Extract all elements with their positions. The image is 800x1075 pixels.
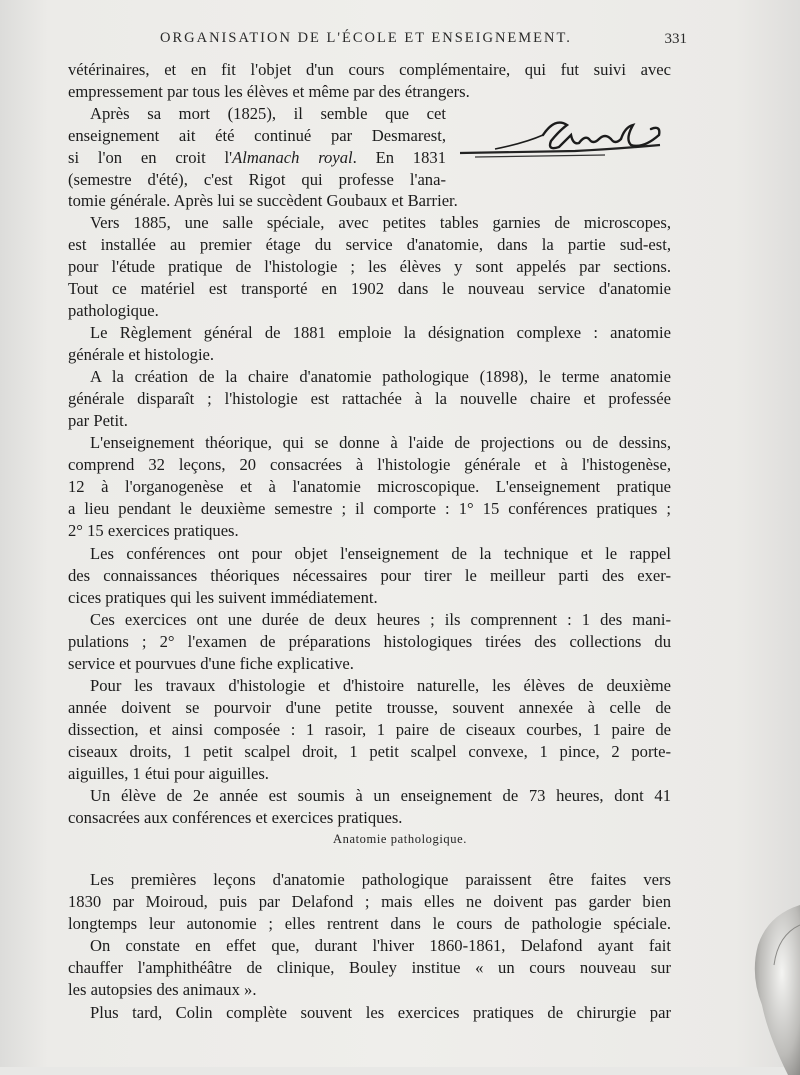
text-line: générale disparaît ; l'histologie est rattachée à la nouvelle chaire et professée <box>68 389 671 408</box>
text-line: consacrées aux conférences et exercices pratiques. <box>68 808 403 827</box>
running-header: ORGANISATION DE L'ÉCOLE ET ENSEIGNEMENT. <box>160 30 572 46</box>
text-line <box>68 148 446 168</box>
text-line: 12 à l'organogenèse et à l'anatomie microscopique. L'enseignement pratique <box>68 477 671 496</box>
text-fragment: si l'on en croit l' <box>68 148 233 167</box>
thumb-image <box>738 905 800 1075</box>
text-line: Plus tard, Colin complète souvent les exercices pratiques de chirurgie par <box>90 1003 671 1022</box>
text-line: 1830 par Moiroud, puis par Delafond ; mais elles ne doivent pas garder bien <box>68 892 671 911</box>
text-line: pulations ; 2° l'examen de préparations histologiques tirées des collections du <box>68 632 671 651</box>
section-heading: Anatomie pathologique. <box>332 832 467 846</box>
text-line: année doivent se pourvoir d'une petite trousse, souvent annexée à celle de <box>68 698 671 717</box>
text-line: comprend 32 leçons, 20 consacrées à l'histologie générale et à l'histogenèse, <box>68 455 671 474</box>
text-line: enseignement ait été continué par Desmarest, <box>68 126 446 145</box>
text-line: Vers 1885, une salle spéciale, avec petites tables garnies de microscopes, <box>90 213 671 232</box>
text-line: Les premières leçons d'anatomie pathologique paraissent être faites vers <box>90 870 671 889</box>
text-line: On constate en effet que, durant l'hiver 1860-1861, Delafond ayant fait <box>90 936 671 955</box>
text-line: Après sa mort (1825), il semble que cet <box>90 104 446 123</box>
text-line: les autopsies des animaux ». <box>68 980 257 999</box>
text-fragment: . En 1831 <box>352 148 446 167</box>
text-line: vétérinaires, et en fit l'objet d'un cours complémentaire, qui fut suivi avec <box>68 60 671 79</box>
text-line: cices pratiques qui les suivent immédiatement. <box>68 588 378 607</box>
text-line: générale et histologie. <box>68 345 215 364</box>
text-line: ciseaux droits, 1 petit scalpel droit, 1 petit scalpel convexe, 1 pince, 2 porte- <box>68 742 671 761</box>
text-line: Pour les travaux d'histologie et d'histoire naturelle, les élèves de deuxième <box>90 676 671 695</box>
text-line: 2° 15 exercices pratiques. <box>68 521 239 540</box>
text-line: Ces exercices ont une durée de deux heures ; ils comprennent : 1 des mani- <box>90 610 671 629</box>
text-line: Tout ce matériel est transporté en 1902 dans le nouveau service d'anatomie <box>68 279 671 298</box>
text-line: dissection, et ainsi composée : 1 rasoir, 1 paire de ciseaux courbes, 1 paire de <box>68 720 671 739</box>
text-line: (semestre d'été), c'est Rigot qui professe l'ana- <box>68 170 446 189</box>
text-line: tomie générale. Après lui se succèdent Goubaux et Barrier. <box>68 191 458 210</box>
text-line: a lieu pendant le deuxième semestre ; il comporte : 1° 15 conférences pratiques ; <box>68 499 671 518</box>
text-line: empressement par tous les élèves et même par des étrangers. <box>68 82 470 101</box>
page-number: 331 <box>664 31 687 47</box>
text-line: service et pourvues d'une fiche explicative. <box>68 654 354 673</box>
text-line: Un élève de 2e année est soumis à un enseignement de 73 heures, dont 41 <box>90 786 671 805</box>
text-line: pathologique. <box>68 301 159 320</box>
italic-title: Almanach royal <box>232 148 353 167</box>
text-line: est installée au premier étage du service d'anatomie, dans la partie sud-est, <box>68 235 671 254</box>
signature-image <box>455 105 670 175</box>
text-line: longtemps leur autonomie ; elles rentrent dans le cours de pathologie spéciale. <box>68 914 671 933</box>
text-line: Les conférences ont pour objet l'enseignement de la technique et le rappel <box>90 544 671 563</box>
text-line: Le Règlement général de 1881 emploie la désignation complexe : anatomie <box>90 323 671 342</box>
text-line: pour l'étude pratique de l'histologie ; les élèves y sont appelés par sections. <box>68 257 671 276</box>
text-line: L'enseignement théorique, qui se donne à l'aide de projections ou de dessins, <box>90 433 671 452</box>
text-line: des connaissances théoriques nécessaires pour tirer le meilleur parti des exer- <box>68 566 671 585</box>
text-line: aiguilles, 1 étui pour aiguilles. <box>68 764 269 783</box>
text-line: chauffer l'amphithéâtre de clinique, Bouley institue « un cours nouveau sur <box>68 958 671 977</box>
text-line: par Petit. <box>68 411 128 430</box>
text-line: A la création de la chaire d'anatomie pathologique (1898), le terme anatomie <box>90 367 671 386</box>
